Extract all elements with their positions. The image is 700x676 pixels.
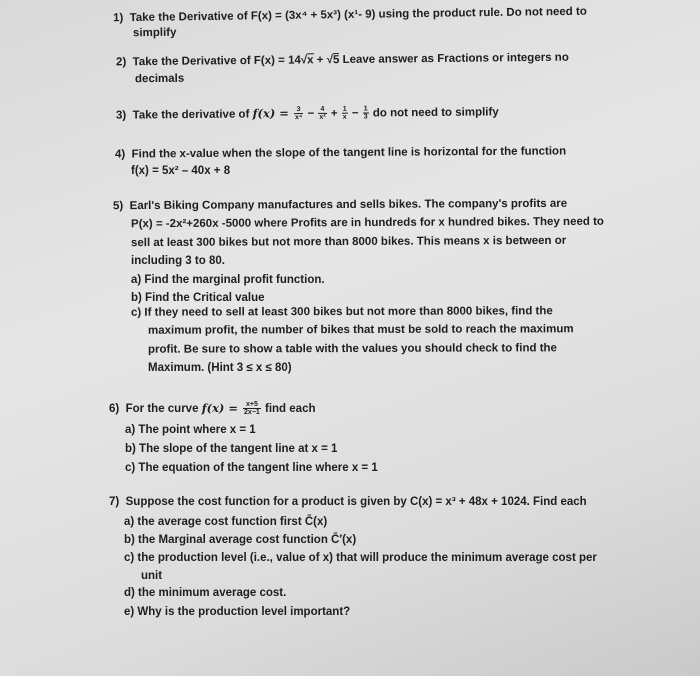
q1-line2: simplify bbox=[132, 26, 177, 40]
q7-part-e: e) Why is the production level important? bbox=[124, 606, 351, 618]
q7-part-c1: c) the production level (i.e., value of x) that will produce the minimum average cost per bbox=[124, 552, 597, 564]
q7-part-b: b) the Marginal average cost function C̄′(x) bbox=[124, 534, 357, 546]
q3-fraction-4: $\frac{1}{3}$ bbox=[363, 105, 368, 121]
q4-line2: f(x) = 5x² – 40x + 8 bbox=[131, 165, 231, 177]
q5-part-a: a) Find the marginal profit function. bbox=[131, 274, 325, 286]
q6-part-b: b) The slope of the tangent line at x = 1 bbox=[125, 443, 338, 455]
q6-fraction: $\frac{x+5}{2x-1}$ bbox=[244, 401, 260, 417]
q1-line1: 1) Take the Derivative of F(x) = (3x⁴ + 5x³) (x¹- 9) using the product rule. Do not need to bbox=[112, 5, 587, 25]
q7-part-a: a) the average cost function first C̄(x) bbox=[124, 516, 328, 528]
q5-part-c3: profit. Be sure to show a table with the values you should check to find the bbox=[147, 342, 557, 356]
q5-line1: 5) Earl's Biking Company manufactures and sells bikes. The company's profits are bbox=[112, 197, 568, 213]
q5-line2: P(x) = -2x²+260x -5000 where Profits are in hundreds for x hundred bikes. They need to bbox=[130, 215, 604, 231]
q5-part-b: b) Find the Critical value bbox=[131, 292, 265, 304]
q6-part-a: a) The point where x = 1 bbox=[125, 424, 256, 436]
q3-fraction-2: $\frac{4}{\text{x²}}$ bbox=[319, 106, 326, 122]
q3-line: 3) Take the derivative of f(x) = $\frac{3}{\text{x⁴}}$ − $\frac{4}{\text{x²}}$ + $\frac{1}{x}$ − $\frac{1}{3}$ do not need to simplify bbox=[115, 105, 499, 122]
q4-line1: 4) Find the x-value when the slope of the tangent line is horizontal for the function bbox=[114, 145, 567, 161]
q3-fraction-3: $\frac{1}{x}$ bbox=[342, 106, 347, 122]
q5-line4: including 3 to 80. bbox=[131, 255, 225, 267]
q5-part-c1: c) If they need to sell at least 300 bikes but not more than 8000 bikes, find the bbox=[130, 305, 553, 319]
q3-fraction-1: $\frac{3}{\text{x⁴}}$ bbox=[294, 106, 303, 122]
q7-part-c2: unit bbox=[141, 570, 163, 582]
q5-part-c2: maximum profit, the number of bikes that must be sold to reach the maximum bbox=[147, 323, 574, 337]
q2-line2: decimals bbox=[134, 72, 185, 86]
q5-part-c4: Maximum. (Hint 3 ≤ x ≤ 80) bbox=[148, 362, 292, 374]
q7-part-d: d) the minimum average cost. bbox=[124, 587, 287, 599]
q7-line1: 7) Suppose the cost function for a product is given by C(x) = x³ + 48x + 1024. Find each bbox=[109, 496, 587, 508]
q5-line3: sell at least 300 bikes but not more than 8000 bikes. This means x is between or bbox=[130, 234, 567, 250]
q2-line1: 2) Take the Derivative of F(x) = 14√x + √5 Leave answer as Fractions or integers no bbox=[115, 51, 569, 69]
q6-line: 6) For the curve f(x) = $\frac{x+5}{2x-1}$ find each bbox=[109, 401, 316, 417]
q6-part-c: c) The equation of the tangent line where x = 1 bbox=[125, 462, 378, 474]
